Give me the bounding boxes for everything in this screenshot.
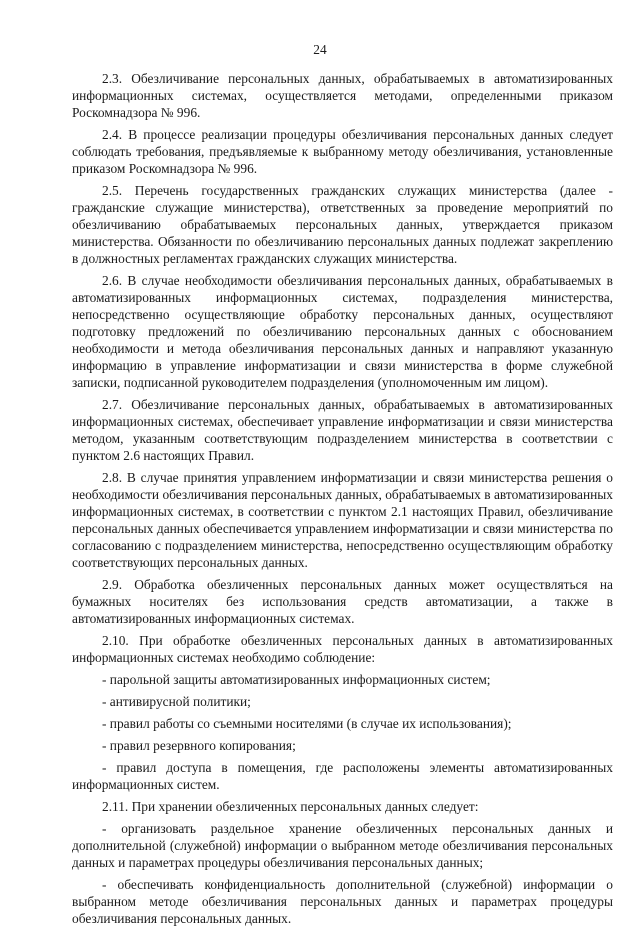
document-body [72, 70, 613, 932]
list-item: - правил доступа в помещения, где расположены элементы автоматизированных информационных систем. [72, 760, 613, 792]
page-number: 24 [313, 42, 327, 57]
paragraph-2-3: 2.3. Обезличивание персональных данных, обрабатываемых в автоматизированных информационных системах, осуществляется методами, определенными приказом Роскомнадзора № 996. [72, 71, 613, 120]
paragraph-2-7: 2.7. Обезличивание персональных данных, обрабатываемых в автоматизированных информационных системах, обеспечивает управление информатизации и связи министерства методом, указанным соответствующим подразделением министерства в соответствии с пунктом 2.6 настоящих Правил. [72, 397, 613, 463]
list-item: - организовать раздельное хранение обезличенных персональных данных и дополнительной (служебной) информации о выбранном методе обезличивания персональных данных и параметрах процедуры обезличивания персональных данных; [72, 821, 613, 870]
list-item: - правил работы со съемными носителями (в случае их использования); [102, 716, 512, 731]
paragraph-2-10: 2.10. При обработке обезличенных персональных данных в автоматизированных информационных системах необходимо соблюдение: [72, 633, 613, 665]
paragraph-2-8: 2.8. В случае принятия управлением информатизации и связи министерства решения о необходимости обезличивания персональных данных, обрабатываемых в автоматизированных информационных системах, в соответствии с пунктом 2.1 настоящих Правил, обезличивание персональных данных обеспечивается управлением информатизации и связи министерства по согласованию с подразделением министерства, непосредственно осуществляющим обработку соответствующих персональных данных. [72, 470, 613, 570]
paragraph-2-9: 2.9. Обработка обезличенных персональных данных может осуществляться на бумажных носителях без использования средств автоматизации, а также в автоматизированных информационных системах. [72, 577, 613, 626]
list-item: - обеспечивать конфиденциальность дополнительной (служебной) информации о выбранном методе обезличивания персональных данных и параметрах процедуры обезличивания персональных данных. [72, 877, 613, 926]
list-item: - антивирусной политики; [102, 694, 251, 709]
paragraph-2-6: 2.6. В случае необходимости обезличивания персональных данных, обрабатываемых в автоматизированных информационных системах, подразделения министерства, непосредственно осуществляющие обработку персональных данных, осуществляют подготовку предложений по обезличиванию персональных данных с обоснованием необходимости и метода обезличивания персональных данных и направляют указанную информацию в управление информатизации и связи министерства в форме служебной записки, подписанной руководителем подразделения (уполномоченным им лицом). [72, 273, 613, 390]
paragraph-2-5: 2.5. Перечень государственных гражданских служащих министерства (далее - гражданские служащие министерства), ответственных за проведение мероприятий по обезличиванию обрабатываемых персональных данных, утверждается приказом министерства. Обязанности по обезличиванию персональных данных подлежат закреплению в должностных регламентах гражданских служащих министерства. [72, 183, 613, 266]
paragraph-2-11: 2.11. При хранении обезличенных персональных данных следует: [102, 799, 479, 814]
paragraph-2-4: 2.4. В процессе реализации процедуры обезличивания персональных данных следует соблюдать требования, предъявляемые к выбранному методу обезличивания, установленные приказом Роскомнадзора № 996. [72, 127, 613, 176]
list-item: - парольной защиты автоматизированных информационных систем; [102, 672, 491, 687]
list-item: - правил резервного копирования; [102, 738, 296, 753]
